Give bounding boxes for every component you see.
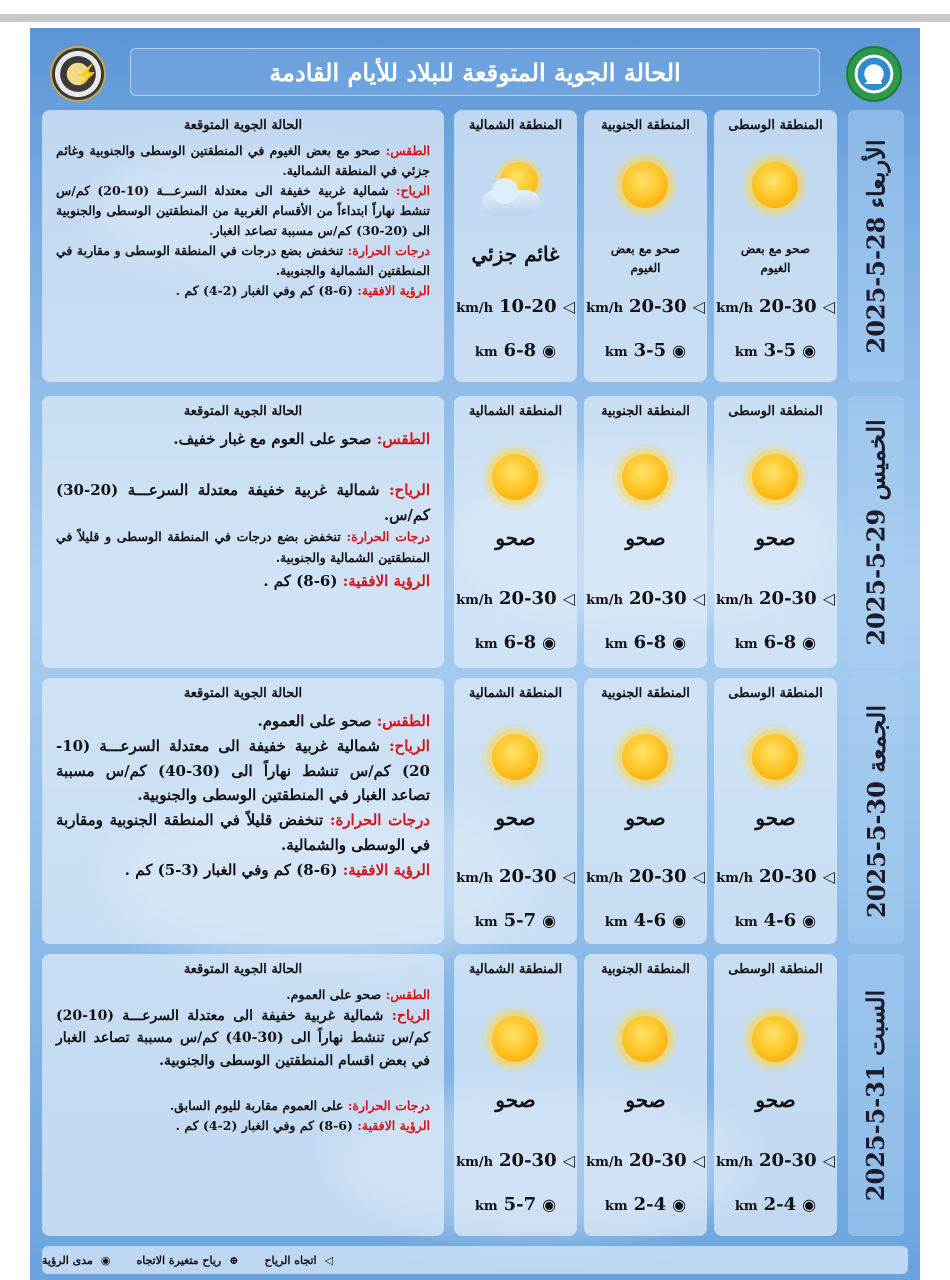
region-name: المنطقة الشمالية (468, 686, 563, 701)
visibility: km 3-5 ◉ (604, 340, 687, 361)
temp-text: تنخفض بضع درجات في المنطقة الوسطى و مقاربة في المنطقتين الشمالية والجنوبية. (56, 243, 430, 278)
sun-icon (622, 734, 668, 780)
weather-text: صحو مع بعض الغيوم في المنطقتين الوسطى والجنوبية وغائم جزئي في المنطقة الشمالية. (56, 143, 430, 178)
condition-text: صحو (625, 526, 666, 550)
wind-direction-icon: ◁ (692, 297, 705, 316)
weather-paragraph (56, 427, 430, 452)
sun-icon (752, 454, 798, 500)
visibility: km 6-8 ◉ (604, 632, 687, 653)
wind-label: الرياح: (395, 183, 430, 198)
wind-label: الرياح: (389, 480, 430, 499)
forecast-text-card (42, 954, 444, 1236)
day-row (42, 954, 908, 1236)
region-name: المنطقة الجنوبية (601, 404, 690, 419)
visibility: km 6-8 ◉ (734, 632, 817, 653)
wind-direction-icon: ◁ (324, 1253, 334, 1267)
eye-icon: ◉ (542, 1195, 557, 1214)
eye-icon: ◉ (542, 341, 557, 360)
sun-icon (492, 454, 538, 500)
vis-paragraph (56, 281, 430, 301)
temp-paragraph (56, 241, 430, 281)
region-card-south (584, 954, 707, 1236)
condition-text: صحو (625, 806, 666, 830)
region-card-north (454, 678, 577, 944)
temp-paragraph (56, 1096, 430, 1116)
wind-speed: km/h 20-30 ◁ (586, 866, 705, 887)
temp-paragraph (56, 808, 430, 858)
region-name: المنطقة الشمالية (468, 118, 563, 133)
visibility: km 3-5 ◉ (734, 340, 817, 361)
day-date-label: الأربعاء 28-5-2025 (848, 110, 904, 382)
vis-text: (6-8) كم وفي الغبار (2-4) كم . (175, 1118, 353, 1134)
weather-label: الطقس: (376, 430, 430, 448)
region-name: المنطقة الجنوبية (601, 118, 690, 133)
region-card-central (714, 110, 837, 382)
weather-text: صحو على العموم. (257, 712, 372, 730)
region-name: المنطقة الجنوبية (601, 686, 690, 701)
temp-label: درجات الحرارة: (347, 1098, 430, 1114)
visibility: km 5-7 ◉ (474, 910, 557, 931)
vis-text: (6-8) كم وفي الغبار (2-4) كم . (175, 283, 353, 298)
sun-icon (752, 162, 798, 208)
legend-variable-wind: ⊕ رياح متغيرة الاتجاه (136, 1253, 239, 1267)
weather-label: الطقس: (385, 987, 430, 1002)
temp-text: على العموم مقاربة لليوم السابق. (169, 1098, 344, 1114)
eye-icon: ◉ (672, 1195, 687, 1214)
visibility: km 6-8 ◉ (474, 340, 557, 361)
eye-icon: ◉ (542, 911, 557, 930)
region-card-north (454, 110, 577, 382)
weather-label: الطقس: (376, 712, 430, 730)
sun-icon (622, 162, 668, 208)
region-name: المنطقة الوسطى (728, 118, 823, 133)
condition-text: صحو (755, 526, 796, 550)
region-card-south (584, 396, 707, 668)
temp-paragraph (56, 527, 430, 568)
eye-icon: ◉ (802, 633, 817, 652)
region-card-north (454, 954, 577, 1236)
day-row (42, 396, 908, 668)
day-date-label: الجمعة 30-5-2025 (848, 678, 904, 944)
wind-paragraph (56, 734, 430, 808)
visibility: km 6-8 ◉ (474, 632, 557, 653)
day-row (42, 678, 908, 944)
condition-text: صحو مع بعض الغيوم (610, 242, 681, 276)
eye-icon: ◉ (802, 911, 817, 930)
visibility: km 4-6 ◉ (734, 910, 817, 931)
region-card-north (454, 396, 577, 668)
day-date-label: السبت 31-5-2025 (848, 954, 904, 1236)
cloud-icon (482, 190, 540, 216)
region-name: المنطقة الشمالية (468, 404, 563, 419)
condition-text: صحو (495, 1088, 536, 1112)
wind-paragraph (56, 478, 430, 528)
wind-text: شمالية غربية خفيفة معتدلة السرعـــة (20-30) كم/س. (56, 480, 430, 524)
wind-speed: km/h 10-20 ◁ (456, 296, 575, 317)
legend-visibility: ◉ مدى الرؤية (42, 1253, 111, 1267)
weather-text: صحو على العوم مع غبار خفيف. (173, 430, 372, 448)
wind-direction-icon: ◁ (822, 867, 835, 886)
region-name: المنطقة الوسطى (728, 962, 823, 977)
wind-text: شمالية غربية خفيفة الى معتدلة السرعـــة (10-20) كم/س تنشط نهاراً ابتداءاً من الأقسام الغربية من المنطقتين الوسطى والجنوبية الى (20-30) كم/س مسببة تصاعد الغبار. (56, 183, 430, 238)
wind-speed: km/h 20-30 ◁ (456, 866, 575, 887)
wind-paragraph (56, 181, 430, 241)
top-divider (0, 14, 950, 22)
weather-paragraph (56, 709, 430, 734)
sun-icon (752, 734, 798, 780)
vis-label: الرؤية الافقية: (357, 283, 430, 298)
sun-icon (622, 454, 668, 500)
wind-text: شمالية غربية خفيفة الى معتدلة السرعـــة (10-20) كم/س تنشط نهاراً الى (30-40) كم/س مسببة تصاعد الغبار في بعض اقسام المنطقتين الوسطى والجنوبية. (56, 1008, 430, 1069)
weather-text: صحو على العموم. (286, 987, 382, 1002)
wind-speed: km/h 20-30 ◁ (716, 588, 835, 609)
wind-paragraph (56, 1005, 430, 1072)
vis-text: (6-8) كم وفي الغبار (3-5) كم . (124, 860, 338, 879)
region-name: المنطقة الوسطى (728, 404, 823, 419)
temp-label: درجات الحرارة: (347, 243, 430, 258)
weather-paragraph (56, 985, 430, 1005)
wind-direction-icon: ◁ (562, 1151, 575, 1170)
region-card-south (584, 110, 707, 382)
meteorology-logo-icon: ⚡ (50, 46, 106, 102)
forecast-text-card (42, 110, 444, 382)
temp-label: درجات الحرارة: (329, 811, 430, 829)
wind-speed: km/h 20-30 ◁ (456, 588, 575, 609)
region-card-central (714, 954, 837, 1236)
visibility: km 5-7 ◉ (474, 1194, 557, 1215)
sun-icon (492, 734, 538, 780)
wind-speed: km/h 20-30 ◁ (586, 588, 705, 609)
wind-direction-icon: ◁ (822, 297, 835, 316)
wind-direction-icon: ◁ (692, 867, 705, 886)
region-card-central (714, 396, 837, 668)
vis-label: الرؤية الافقية: (357, 1118, 430, 1134)
region-name: المنطقة الشمالية (468, 962, 563, 977)
wind-speed: km/h 20-30 ◁ (586, 296, 705, 317)
vis-label: الرؤية الافقية: (342, 571, 430, 590)
wind-label: الرياح: (389, 736, 430, 755)
temp-text: تنخفض قليلاً في المنطقة الجنوبية ومقاربة في الوسطى والشمالية. (56, 811, 430, 854)
forecast-text-card (42, 678, 444, 944)
wind-label: الرياح: (391, 1008, 430, 1024)
eye-icon: ◉ (542, 633, 557, 652)
vis-paragraph (56, 858, 430, 883)
eye-icon: ◉ (672, 341, 687, 360)
wind-speed: km/h 20-30 ◁ (716, 1150, 835, 1171)
page-title: الحالة الجوية المتوقعة للبلاد للأيام القادمة (130, 48, 820, 96)
forecast-header: الحالة الجوية المتوقعة (183, 118, 303, 133)
eye-icon: ◉ (100, 1253, 111, 1267)
sun-icon (752, 1016, 798, 1062)
wind-speed: km/h 20-30 ◁ (586, 1150, 705, 1171)
wind-direction-icon: ◁ (562, 297, 575, 316)
eye-icon: ◉ (672, 633, 687, 652)
vis-text: (6-8) كم . (263, 571, 338, 590)
forecast-header: الحالة الجوية المتوقعة (183, 962, 303, 977)
forecast-poster (30, 28, 920, 1280)
wind-direction-icon: ◁ (822, 1151, 835, 1170)
region-name: المنطقة الجنوبية (601, 962, 690, 977)
region-card-south (584, 678, 707, 944)
condition-text: صحو (625, 1088, 666, 1112)
condition-text: صحو (755, 1088, 796, 1112)
legend-bar (42, 1246, 908, 1274)
visibility: km 4-6 ◉ (604, 910, 687, 931)
forecast-header: الحالة الجوية المتوقعة (183, 686, 303, 701)
variable-wind-icon: ⊕ (229, 1253, 239, 1267)
weather-paragraph (56, 141, 430, 181)
wind-speed: km/h 20-30 ◁ (716, 296, 835, 317)
weather-authority-logo-icon: ☁ (846, 46, 902, 102)
wind-direction-icon: ◁ (562, 867, 575, 886)
region-card-central (714, 678, 837, 944)
eye-icon: ◉ (672, 911, 687, 930)
condition-text: صحو (755, 806, 796, 830)
legend-wind-direction: ◁ اتجاه الرياح (264, 1253, 334, 1267)
visibility: km 2-4 ◉ (604, 1194, 687, 1215)
condition-text: صحو (495, 806, 536, 830)
temp-text: تنخفض بضع درجات في المنطقة الوسطى و قليلاً في المنطقتين الشمالية والجنوبية. (56, 529, 430, 565)
vis-paragraph (56, 1116, 430, 1136)
vis-label: الرؤية الافقية: (342, 860, 430, 879)
forecast-text-card (42, 396, 444, 668)
wind-direction-icon: ◁ (562, 589, 575, 608)
temp-label: درجات الحرارة: (346, 529, 430, 545)
day-row (42, 110, 908, 382)
weather-label: الطقس: (385, 143, 430, 158)
forecast-header: الحالة الجوية المتوقعة (183, 404, 303, 419)
sun-icon (492, 1016, 538, 1062)
condition-text: صحو (495, 526, 536, 550)
region-name: المنطقة الوسطى (728, 686, 823, 701)
wind-direction-icon: ◁ (692, 589, 705, 608)
wind-direction-icon: ◁ (692, 1151, 705, 1170)
wind-speed: km/h 20-30 ◁ (456, 1150, 575, 1171)
eye-icon: ◉ (802, 341, 817, 360)
eye-icon: ◉ (802, 1195, 817, 1214)
wind-speed: km/h 20-30 ◁ (716, 866, 835, 887)
sun-icon (622, 1016, 668, 1062)
wind-text: شمالية غربية خفيفة الى معتدلة السرعـــة (10-20) كم/س تنشط نهاراً الى (30-40) كم/س مسببة تصاعد الغبار في المنطقتين الوسطى والجنوبية. (56, 736, 430, 805)
day-date-label: الخميس 29-5-2025 (848, 396, 904, 668)
condition-text: صحو مع بعض الغيوم (740, 242, 811, 276)
visibility: km 2-4 ◉ (734, 1194, 817, 1215)
wind-direction-icon: ◁ (822, 589, 835, 608)
vis-paragraph (56, 569, 430, 594)
condition-text: غائم جزئي (471, 242, 560, 266)
